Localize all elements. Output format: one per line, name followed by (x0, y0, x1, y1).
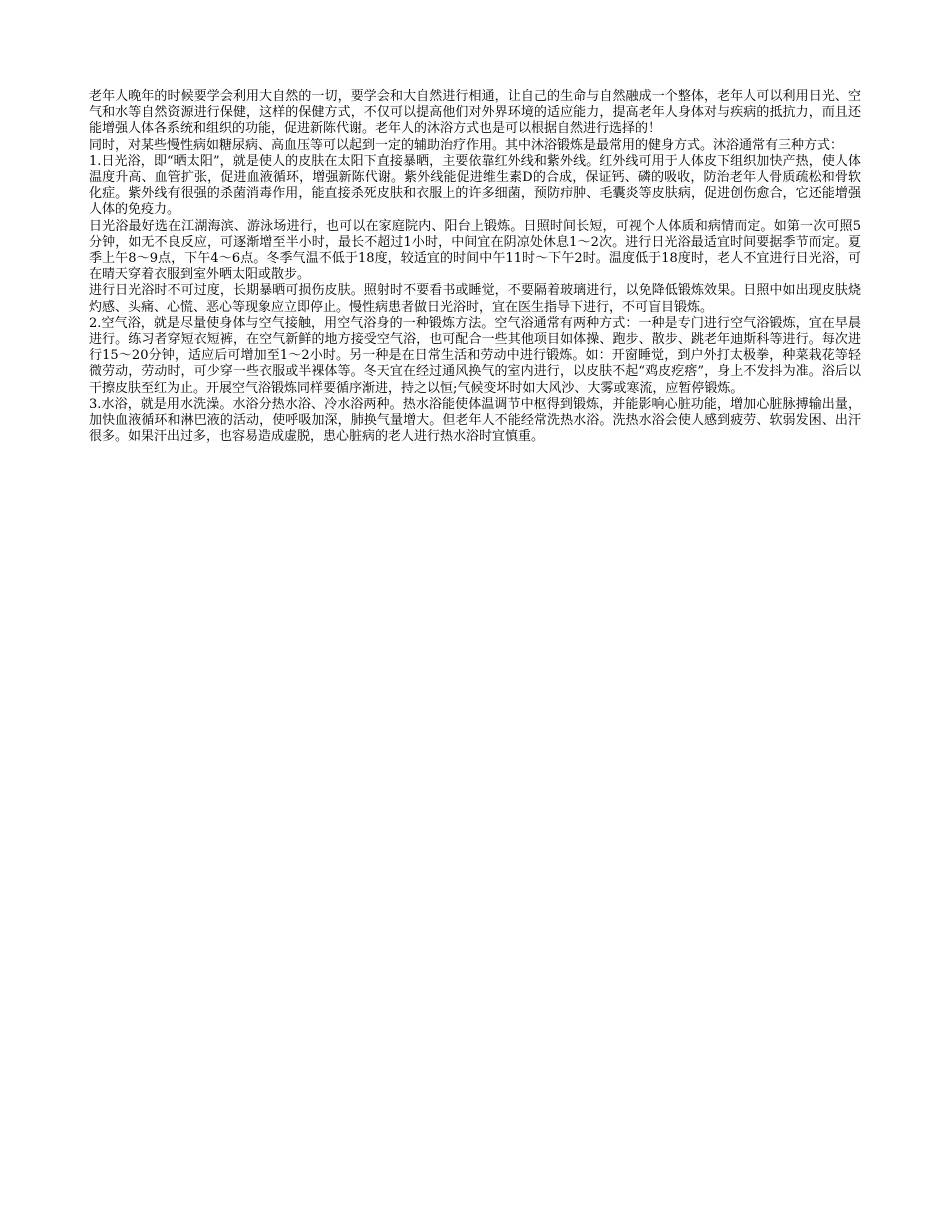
paragraph-bath-types: 同时，对某些慢性病如糖尿病、高血压等可以起到一定的辅助治疗作用。其中沐浴锻炼是最常用的健身方式。沐浴通常有三种方式： (89, 137, 844, 153)
paragraph-airbath: 2.空气浴，就是尽量使身体与空气接触，用空气浴身的一种锻炼方法。空气浴通常有两种方式：一种是专门进行空气浴锻炼，宜在早晨进行。练习者穿短衣短裤，在空气新鲜的地方接受空气浴，也可配合一些其他项目如体操、跑步、散步、跳老年迪斯科等进行。每次进行15～20分钟，适应后可增加至1～2小时。另一种是在日常生活和劳动中进行锻炼。如：开窗睡觉，到户外打太极拳，种菜栽花等轻微劳动，劳动时，可少穿一些衣服或半裸体等。冬天宜在经过通风换气的室内进行，以皮肤不起“鸡皮疙瘩”，身上不发抖为准。浴后以干擦皮肤至红为止。开展空气浴锻炼同样要循序渐进，持之以恒;气候变坏时如大风沙、大雾或寒流，应暂停锻炼。 (89, 315, 861, 396)
paragraph-sunbath-caution: 进行日光浴时不可过度，长期暴晒可损伤皮肤。照射时不要看书或睡觉，不要隔着玻璃进行，以免降低锻炼效果。日照中如出现皮肤烧灼感、头痛、心慌、恶心等现象应立即停止。慢性病患者做日光浴时，宜在医生指导下进行，不可盲目锻炼。 (89, 283, 861, 315)
paragraph-sunbath: 1.日光浴，即“晒太阳”，就是使人的皮肤在太阳下直接暴晒，主要依靠红外线和紫外线。红外线可用于人体皮下组织加快产热，使人体温度升高、血管扩张，促进血液循环，增强新陈代谢。紫外线能促进维生素D的合成，保证钙、磷的吸收，防治老年人骨质疏松和骨软化症。紫外线有很强的杀菌消毒作用，能直接杀死皮肤和衣服上的许多细菌，预防疖肿、毛囊炎等皮肤病，促进创伤愈合，它还能增强人体的免疫力。 (89, 153, 861, 218)
paragraph-sunbath-timing: 日光浴最好选在江湖海滨、游泳场进行，也可以在家庭院内、阳台上锻炼。日照时间长短，可视个人体质和病情而定。如第一次可照5分钟，如无不良反应，可逐渐增至半小时，最长不超过1小时，中间宜在阴凉处休息1～2次。进行日光浴最适宜时间要据季节而定。夏季上午8～9点，下午4～6点。冬季气温不低于18度，较适宜的时间中午11时～下午2时。温度低于18度时，老人不宜进行日光浴，可在晴天穿着衣服到室外晒太阳或散步。 (89, 218, 861, 283)
paragraph-waterbath: 3.水浴，就是用水洗澡。水浴分热水浴、冷水浴两种。热水浴能使体温调节中枢得到锻炼，并能影响心脏功能，增加心脏脉搏输出量，加快血液循环和淋巴液的活动，使呼吸加深，肺换气量增大。但老年人不能经常洗热水浴。洗热水浴会使人感到疲劳、软弱发困、出汗很多。如果汗出过多，也容易造成虚脱，患心脏病的老人进行热水浴时宜慎重。 (89, 396, 861, 445)
paragraph-intro: 老年人晚年的时候要学会利用大自然的一切，要学会和大自然进行相通，让自己的生命与自然融成一个整体，老年人可以利用日光、空气和水等自然资源进行保健，这样的保健方式，不仅可以提高他们对外界环境的适应能力，提高老年人身体对与疾病的抵抗力，而且还能增强人体各系统和组织的功能，促进新陈代谢。老年人的沐浴方式也是可以根据自然进行选择的！ (89, 89, 861, 137)
document-body (89, 89, 861, 445)
